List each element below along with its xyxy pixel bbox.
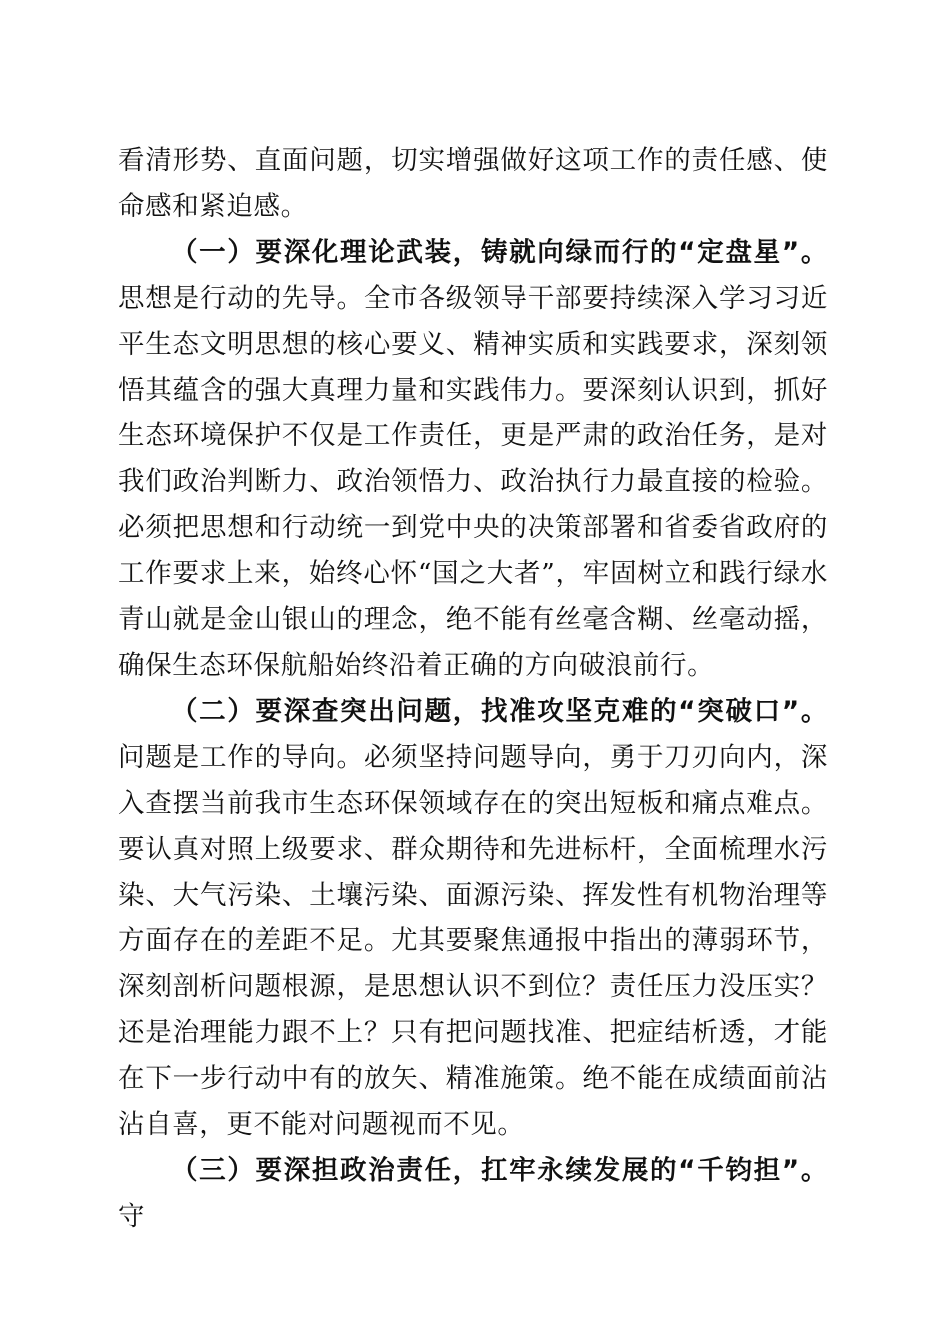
- document-body: [118, 138, 828, 1240]
- paragraph-text: 守: [118, 1200, 146, 1232]
- paragraph-text: 看清形势、直面问题，切实增强做好这项工作的责任感、使命感和紧迫感。: [118, 145, 828, 222]
- paragraph-text: 问题是工作的导向。必须坚持问题导向，勇于刀刃向内，深入查摆当前我市生态环保领域存在的突出短板和痛点难点。要认真对照上级要求、群众期待和先进标杆，全面梳理水污染、大气污染、土壤污染、面源污染、挥发性有机物治理等方面存在的差距不足。尤其要聚焦通报中指出的薄弱环节，深刻剖析问题根源，是思想认识不到位？责任压力没压实？还是治理能力跟不上？只有把问题找准、把症结析透，才能在下一步行动中有的放矢、精准施策。绝不能在成绩面前沾沾自喜，更不能对问题视而不见。: [118, 741, 828, 1141]
- paragraph-section-2: [118, 689, 828, 1148]
- paragraph-text: 思想是行动的先导。全市各级领导干部要持续深入学习习近平生态文明思想的核心要义、精神实质和实践要求，深刻领悟其蕴含的强大真理力量和实践伟力。要深刻认识到，抓好生态环境保护不仅是工作责任，更是严肃的政治任务，是对我们政治判断力、政治领悟力、政治执行力最直接的检验。必须把思想和行动统一到党中央的决策部署和省委省政府的工作要求上来，始终心怀“国之大者”，牢固树立和践行绿水青山就是金山银山的理念，绝不能有丝毫含糊、丝毫动摇，确保生态环保航船始终沿着正确的方向破浪前行。: [118, 282, 828, 681]
- section-heading: （二）要深查突出问题，找准攻坚克难的“突破口”。: [171, 695, 828, 727]
- section-heading: （三）要深担政治责任，扛牢永续发展的“千钧担”。: [171, 1154, 828, 1186]
- paragraph-section-1: [118, 230, 828, 689]
- paragraph-section-3: [118, 1148, 828, 1240]
- section-heading: （一）要深化理论武装，铸就向绿而行的“定盘星”。: [171, 236, 828, 268]
- paragraph-continuation: [118, 138, 828, 230]
